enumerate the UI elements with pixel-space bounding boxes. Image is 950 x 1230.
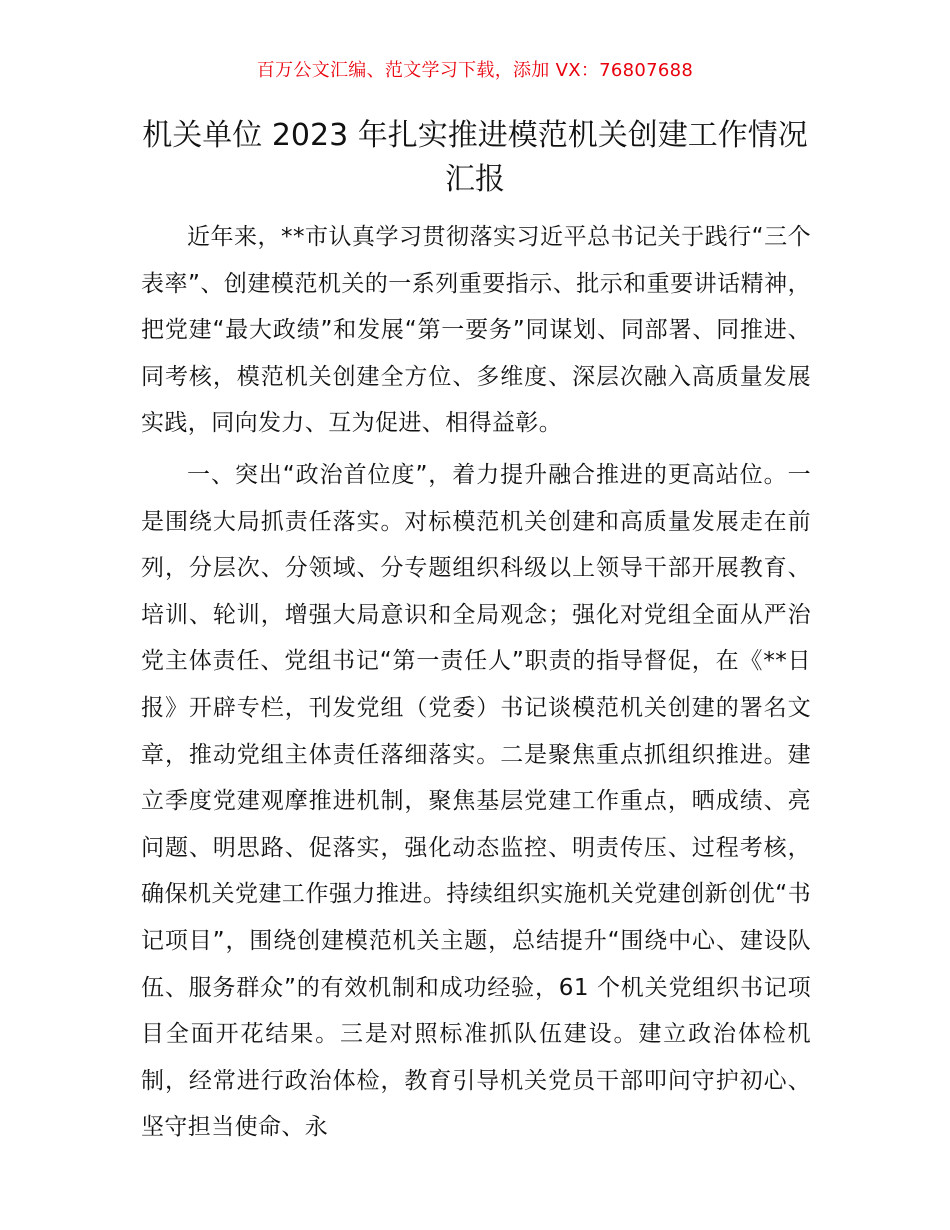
section-one-paragraph: 一、突出“政治首位度”，着力提升融合推进的更高站位。一是围绕大局抓责任落实。对标模范机关创建和高质量发展走在前列，分层次、分领域、分专题组织科级以上领导干部开展教育、培训、轮训，增强大局意识和全局观念；强化对党组全面从严治党主体责任、党组书记“第一责任人”职责的指导督促，在《**日报》开辟专栏，刊发党组（党委）书记谈模范机关创建的署名文章，推动党组主体责任落细落实。二是聚焦重点抓组织推进。建立季度党建观摩推进机制，聚焦基层党建工作重点，晒成绩、亮问题、明思路、促落实，强化动态监控、明责传压、过程考核，确保机关党建工作强力推进。持续组织实施机关党建创新创优“书记项目”，围绕创建模范机关主题，总结提升“围绕中心、建设队伍、服务群众”的有效机制和成功经验，61 个机关党组织书记项目全面开花结果。三是对照标准抓队伍建设。建立政治体检机制，经常进行政治体检，教育引导机关党员干部叩问守护初心、坚守担当使命、永 <box>141 461 811 1141</box>
document-title: 机关单位 2023 年扎实推进模范机关创建工作情况汇报 <box>142 118 808 197</box>
intro-paragraph: 近年来，**市认真学习贯彻落实习近平总书记关于践行“三个表率”、创建模范机关的一系列重要指示、批示和重要讲话精神，把党建“最大政绩”和发展“第一要务”同谋划、同部署、同推进、同考核，模范机关创建全方位、多维度、深层次融入高质量发展实践，同向发力、互为促进、相得益彰。 <box>141 224 811 437</box>
document-body <box>141 214 811 1151</box>
promo-header: 百万公文汇编、范文学习下载，添加 VX：76807688 <box>256 60 694 81</box>
